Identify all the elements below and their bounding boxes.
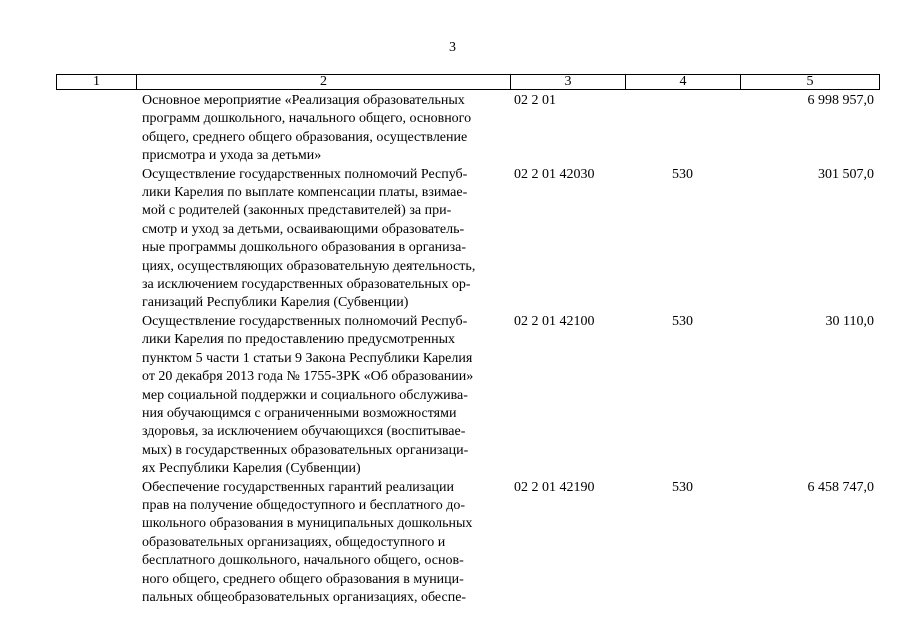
description-line: смотр и уход за детьми, осваивающими образователь- bbox=[142, 221, 465, 237]
description-line: присмотра и ухода за детьми» bbox=[142, 148, 322, 164]
row-number-cell bbox=[56, 166, 136, 313]
description-line: здоровья, за исключением обучающихся (воспитывае- bbox=[142, 424, 466, 440]
row-description bbox=[136, 92, 510, 166]
description-line: школьного образования в муниципальных дошкольных bbox=[142, 516, 473, 532]
row-description bbox=[136, 166, 510, 313]
row-description bbox=[136, 313, 510, 479]
table-row bbox=[56, 313, 880, 479]
target-code: 02 2 01 42190 bbox=[514, 479, 595, 495]
column-header-4: 4 bbox=[626, 75, 741, 89]
description-line: ния обучающимся с ограниченными возможностями bbox=[142, 405, 457, 421]
description-line: Осуществление государственных полномочий Респуб- bbox=[142, 166, 468, 182]
amount: 6 458 747,0 bbox=[807, 479, 874, 495]
description-line: циях, осуществляющих образовательную деятельность, bbox=[142, 258, 476, 274]
description-line: ях Республики Карелия (Субвенции) bbox=[142, 461, 361, 477]
page-number: 3 bbox=[449, 40, 456, 55]
column-header-5: 5 bbox=[806, 74, 814, 89]
description-line: Обеспечение государственных гарантий реализации bbox=[142, 479, 455, 495]
description-line: ного общего, среднего общего образования в муници- bbox=[142, 571, 464, 587]
description-line: лики Карелия по выплате компенсации платы, взимае- bbox=[142, 185, 468, 201]
description-line: бесплатного дошкольного, начального общего, основ- bbox=[142, 553, 464, 569]
amount: 301 507,0 bbox=[818, 166, 874, 182]
expense-type bbox=[625, 92, 740, 166]
expense-type: 530 bbox=[672, 313, 693, 329]
description-line: Основное мероприятие «Реализация образовательных bbox=[142, 93, 465, 108]
description-line: пунктом 5 части 1 статьи 9 Закона Республики Карелия bbox=[142, 350, 473, 366]
target-code: 02 2 01 42100 bbox=[514, 313, 595, 329]
description-line: мой с родителей (законных представителей) за при- bbox=[142, 203, 452, 219]
row-description bbox=[136, 479, 510, 608]
description-line: мых) в государственных образовательных организаци- bbox=[142, 442, 469, 458]
description-line: от 20 декабря 2013 года № 1755-ЗРК «Об образовании» bbox=[142, 369, 474, 385]
description-line: образовательных организациях, общедоступного и bbox=[142, 534, 446, 550]
table-body bbox=[56, 92, 880, 607]
amount: 30 110,0 bbox=[825, 313, 874, 329]
description-line: лики Карелия по предоставлению предусмотренных bbox=[142, 332, 455, 348]
description-line: Осуществление государственных полномочий Респуб- bbox=[142, 313, 468, 329]
column-header-3: 3 bbox=[511, 75, 626, 89]
table-header-row bbox=[56, 74, 880, 90]
row-number-cell bbox=[56, 92, 136, 166]
row-number-cell bbox=[56, 313, 136, 479]
description-line: программ дошкольного, начального общего, основного bbox=[142, 111, 472, 127]
table-row bbox=[56, 166, 880, 313]
column-header-2: 2 bbox=[137, 75, 511, 89]
description-line: ганизаций Республики Карелия (Субвенции) bbox=[142, 295, 409, 311]
row-number-cell bbox=[56, 479, 136, 608]
description-line: ные программы дошкольного образования в организа- bbox=[142, 240, 467, 256]
target-code: 02 2 01 42030 bbox=[514, 166, 595, 182]
description-line: пальных общеобразовательных организациях, обеспе- bbox=[142, 589, 467, 605]
description-line: мер социальной поддержки и социального обслужива- bbox=[142, 387, 468, 403]
target-code: 02 2 01 bbox=[514, 93, 556, 108]
description-line: общего, среднего общего образования, осуществление bbox=[142, 129, 468, 145]
description-line: прав на получение общедоступного и бесплатного до- bbox=[142, 497, 466, 513]
expense-type: 530 bbox=[672, 166, 693, 182]
expense-type: 530 bbox=[672, 479, 693, 495]
amount: 6 998 957,0 bbox=[807, 93, 874, 108]
table-row bbox=[56, 479, 880, 608]
table-row bbox=[56, 92, 880, 166]
column-header-1: 1 bbox=[57, 75, 137, 89]
description-line: за исключением государственных образовательных ор- bbox=[142, 277, 471, 293]
